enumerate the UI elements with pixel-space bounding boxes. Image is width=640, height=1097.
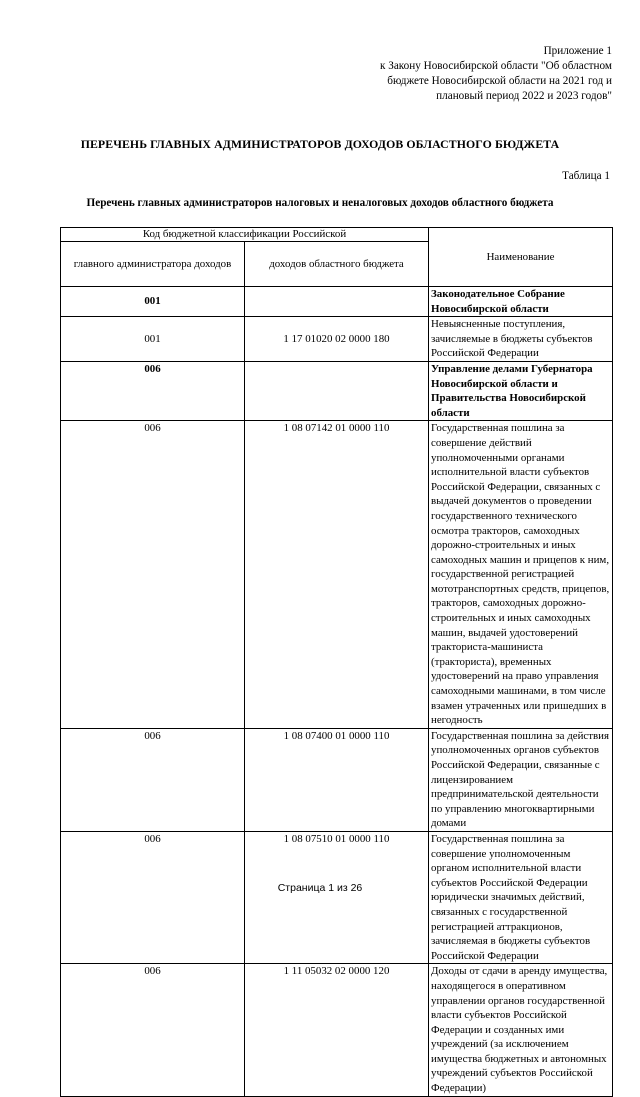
- page-title: ПЕРЕЧЕНЬ ГЛАВНЫХ АДМИНИСТРАТОРОВ ДОХОДОВ ОБЛАСТНОГО БЮДЖЕТА: [80, 137, 560, 151]
- cell-admin: 001: [61, 287, 245, 317]
- table-row: [61, 964, 613, 1096]
- revenue-administrators-table: [60, 227, 613, 1097]
- cell-code: 1 08 07142 01 0000 110: [245, 421, 429, 728]
- cell-code: 1 17 01020 02 0000 180: [245, 317, 429, 362]
- header-income: доходов областного бюджета: [245, 242, 429, 287]
- appendix-line: к Закону Новосибирской области "Об областном: [379, 60, 612, 72]
- cell-name: Государственная пошлина за совершение уполномоченным органом исполнительной власти субъектов Российской Федерации юридически значимых действий, связанных с государственной регистрацией аттракционов, зачисляемая в бюджеты субъектов Российской Федерации: [429, 831, 613, 963]
- cell-admin: 006: [61, 728, 245, 831]
- table-row: [61, 421, 613, 728]
- appendix-line: бюджете Новосибирской области на 2021 год и: [387, 75, 612, 87]
- cell-name: Государственная пошлина за совершение действий уполномоченными органами исполнительной власти субъектов Российской Федерации, связанных с выдачей документов о проведении государственного технического осмотра тракторов, самоходных дорожно-строительных и иных самоходных машин и прицепов к ним, государственной регистрацией мототранспортных средств, прицепов, тракторов, самоходных дорожно-строительных и иных самоходных машин, выдачей удостоверений тракториста-машиниста (тракториста), временных удостоверений на право управления самоходными машинами, в том числе взамен утраченных или пришедших в негодность: [429, 421, 613, 728]
- cell-admin: 006: [61, 361, 245, 420]
- cell-code: [245, 361, 429, 420]
- cell-code: 1 08 07400 01 0000 110: [245, 728, 429, 831]
- cell-code: 1 11 05032 02 0000 120: [245, 964, 429, 1096]
- table-row: [61, 317, 613, 362]
- page-number: Страница 1 из 26: [277, 882, 363, 894]
- header-code-group: Код бюджетной классификации Российской: [61, 228, 429, 242]
- cell-admin: 006: [61, 831, 245, 963]
- cell-admin: 006: [61, 964, 245, 1096]
- header-name: Наименование: [429, 228, 613, 287]
- cell-name: Доходы от сдачи в аренду имущества, находящегося в оперативном управлении органов государственной власти субъектов Российской Федерации и созданных ими учреждений (за исключением имущества бюджетных и автономных учреждений субъектов Российской Федерации): [429, 964, 613, 1096]
- table-row: [61, 831, 613, 963]
- cell-admin: 001: [61, 317, 245, 362]
- appendix-line: плановый период 2022 и 2023 годов": [436, 90, 612, 102]
- cell-name: Государственная пошлина за действия уполномоченных органов субъектов Российской Федерации, связанные с лицензированием предпринимательской деятельности по управлению многоквартирными домами: [429, 728, 613, 831]
- table-label: Таблица 1: [562, 170, 610, 182]
- cell-name: Законодательное Собрание Новосибирской области: [429, 287, 613, 317]
- cell-name: Управление делами Губернатора Новосибирской области и Правительства Новосибирской области: [429, 361, 613, 420]
- table-header-row: [61, 228, 613, 242]
- table-row: [61, 287, 613, 317]
- header-admin: главного администратора доходов: [61, 242, 245, 287]
- appendix-line: Приложение 1: [543, 45, 612, 57]
- cell-code: 1 08 07510 01 0000 110: [245, 831, 429, 963]
- table-row: [61, 728, 613, 831]
- table-subtitle: Перечень главных администраторов налоговых и неналоговых доходов областного бюджета: [86, 197, 554, 209]
- table-row: [61, 361, 613, 420]
- cell-admin: 006: [61, 421, 245, 728]
- appendix-note: [322, 44, 612, 104]
- cell-code: [245, 287, 429, 317]
- cell-name: Невыясненные поступления, зачисляемые в бюджеты субъектов Российской Федерации: [429, 317, 613, 362]
